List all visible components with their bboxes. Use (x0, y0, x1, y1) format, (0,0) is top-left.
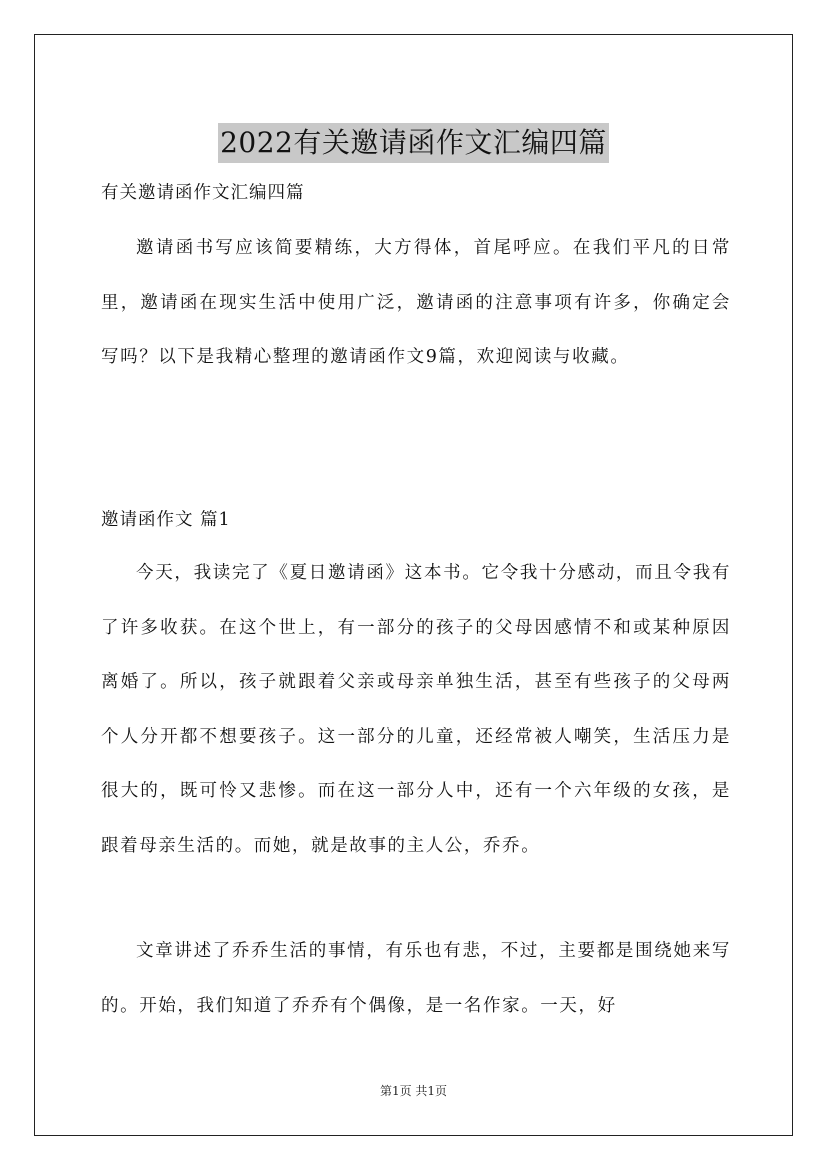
title-container (0, 104, 827, 182)
document-subtitle: 有关邀请函作文汇编四篇 (101, 183, 305, 203)
section-paragraph-1: 今天，我读完了《夏日邀请函》这本书。它令我十分感动，而且令我有了许多收获。在这个世上，有一部分的孩子的父母因感情不和或某种原因离婚了。所以，孩子就跟着父亲或母亲单独生活，甚至有些孩子的父母两个人分开都不想要孩子。这一部分的儿童，还经常被人嘲笑，生活压力是很大的，既可怜又悲惨。而在这一部分人中，还有一个六年级的女孩，是跟着母亲生活的。而她，就是故事的主人公，乔乔。 (101, 563, 731, 856)
section-heading: 邀请函作文 篇1 (101, 510, 231, 530)
intro-paragraph: 邀请函书写应该简要精练，大方得体，首尾呼应。在我们平凡的日常里，邀请函在现实生活中使用广泛，邀请函的注意事项有许多，你确定会写吗？以下是我精心整理的邀请函作文9篇，欢迎阅读与收藏。 (101, 238, 731, 367)
document-title: 2022有关邀请函作文汇编四篇 (218, 123, 609, 163)
page-footer: 第1页 共1页 (379, 1084, 448, 1098)
section-paragraph-2: 文章讲述了乔乔生活的事情，有乐也有悲，不过，主要都是围绕她来写的。开始，我们知道了乔乔有个偶像，是一名作家。一天，好 (101, 941, 731, 1016)
